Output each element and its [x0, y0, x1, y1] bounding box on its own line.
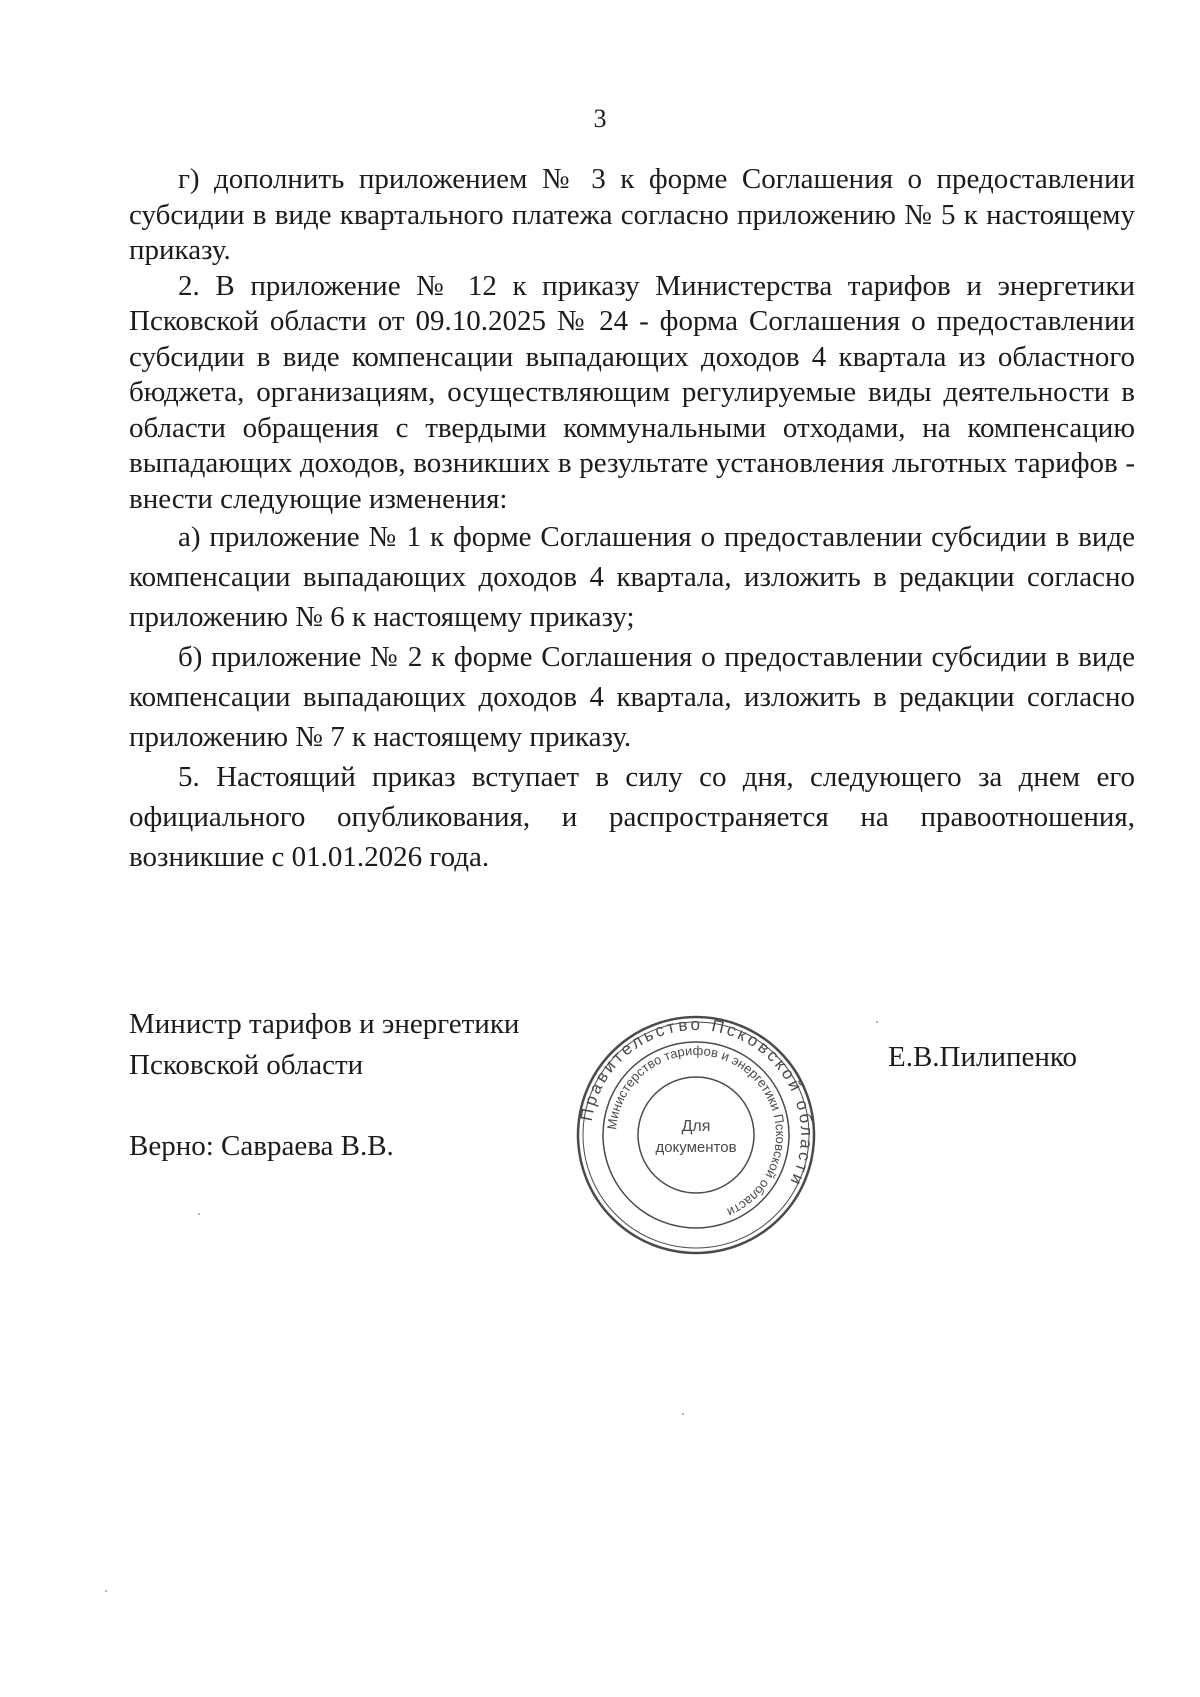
- paragraph-a: а) приложение № 1 к форме Соглашения о предоставлении субсидии в виде компенсации выпадающих доходов 4 квартала, изложить в редакции согласно приложению № 6 к настоящему приказу;: [129, 521, 1135, 633]
- stamp-center-line2: документов: [655, 1139, 737, 1156]
- stamp-outer-text: Правительство Псковской области: [576, 1015, 816, 1191]
- scan-speck: [198, 1213, 200, 1215]
- page-number: 3: [593, 104, 607, 133]
- position-title: Министр тарифов и энергетики: [129, 1008, 520, 1040]
- document-body: [129, 162, 1135, 877]
- verified-note: Верно: Савраева В.В.: [129, 1130, 394, 1162]
- paragraph-b: б) приложение № 2 к форме Соглашения о предоставлении субсидии в виде компенсации выпадающих доходов 4 квартала, изложить в редакции согласно приложению № 7 к настоящему приказу.: [129, 641, 1135, 753]
- stamp-inner-text: Министерство тарифов и энергетики Псковской области: [604, 1042, 789, 1221]
- paragraph-2: 2. В приложение № 12 к приказу Министерства тарифов и энергетики Псковской области от 09.10.2025 № 24 - форма Соглашения о предоставлении субсидии в виде компенсации выпадающих доходов 4 квартала из областного бюджета, организациям, осуществляющим регулируемые виды деятельности в области обращения с твердыми коммунальными отходами, на компенсацию выпадающих доходов, возникших в результате установления льготных тарифов - внести следующие изменения:: [129, 269, 1135, 515]
- scan-speck: [105, 1590, 107, 1592]
- scan-speck: [682, 1413, 684, 1415]
- signatory-name: Е.В.Пилипенко: [888, 1041, 1078, 1073]
- stamp-center-line1: Для: [681, 1118, 711, 1135]
- paragraph-g: г) дополнить приложением № 3 к форме Соглашения о предоставлении субсидии в виде квартального платежа согласно приложению № 5 к настоящему приказу.: [129, 163, 1135, 266]
- paragraph-5: 5. Настоящий приказ вступает в силу со дня, следующего за днем его официального опубликования, и распространяется на правоотношения, возникшие с 01.01.2026 года.: [129, 761, 1135, 873]
- position-region: Псковской области: [129, 1049, 364, 1081]
- signatory-position: [129, 1004, 519, 1086]
- stamp-inner-ring: [638, 1077, 754, 1193]
- stamp-middle-ring: [603, 1042, 789, 1228]
- scan-speck: [876, 1021, 878, 1023]
- official-stamp: [576, 1015, 816, 1255]
